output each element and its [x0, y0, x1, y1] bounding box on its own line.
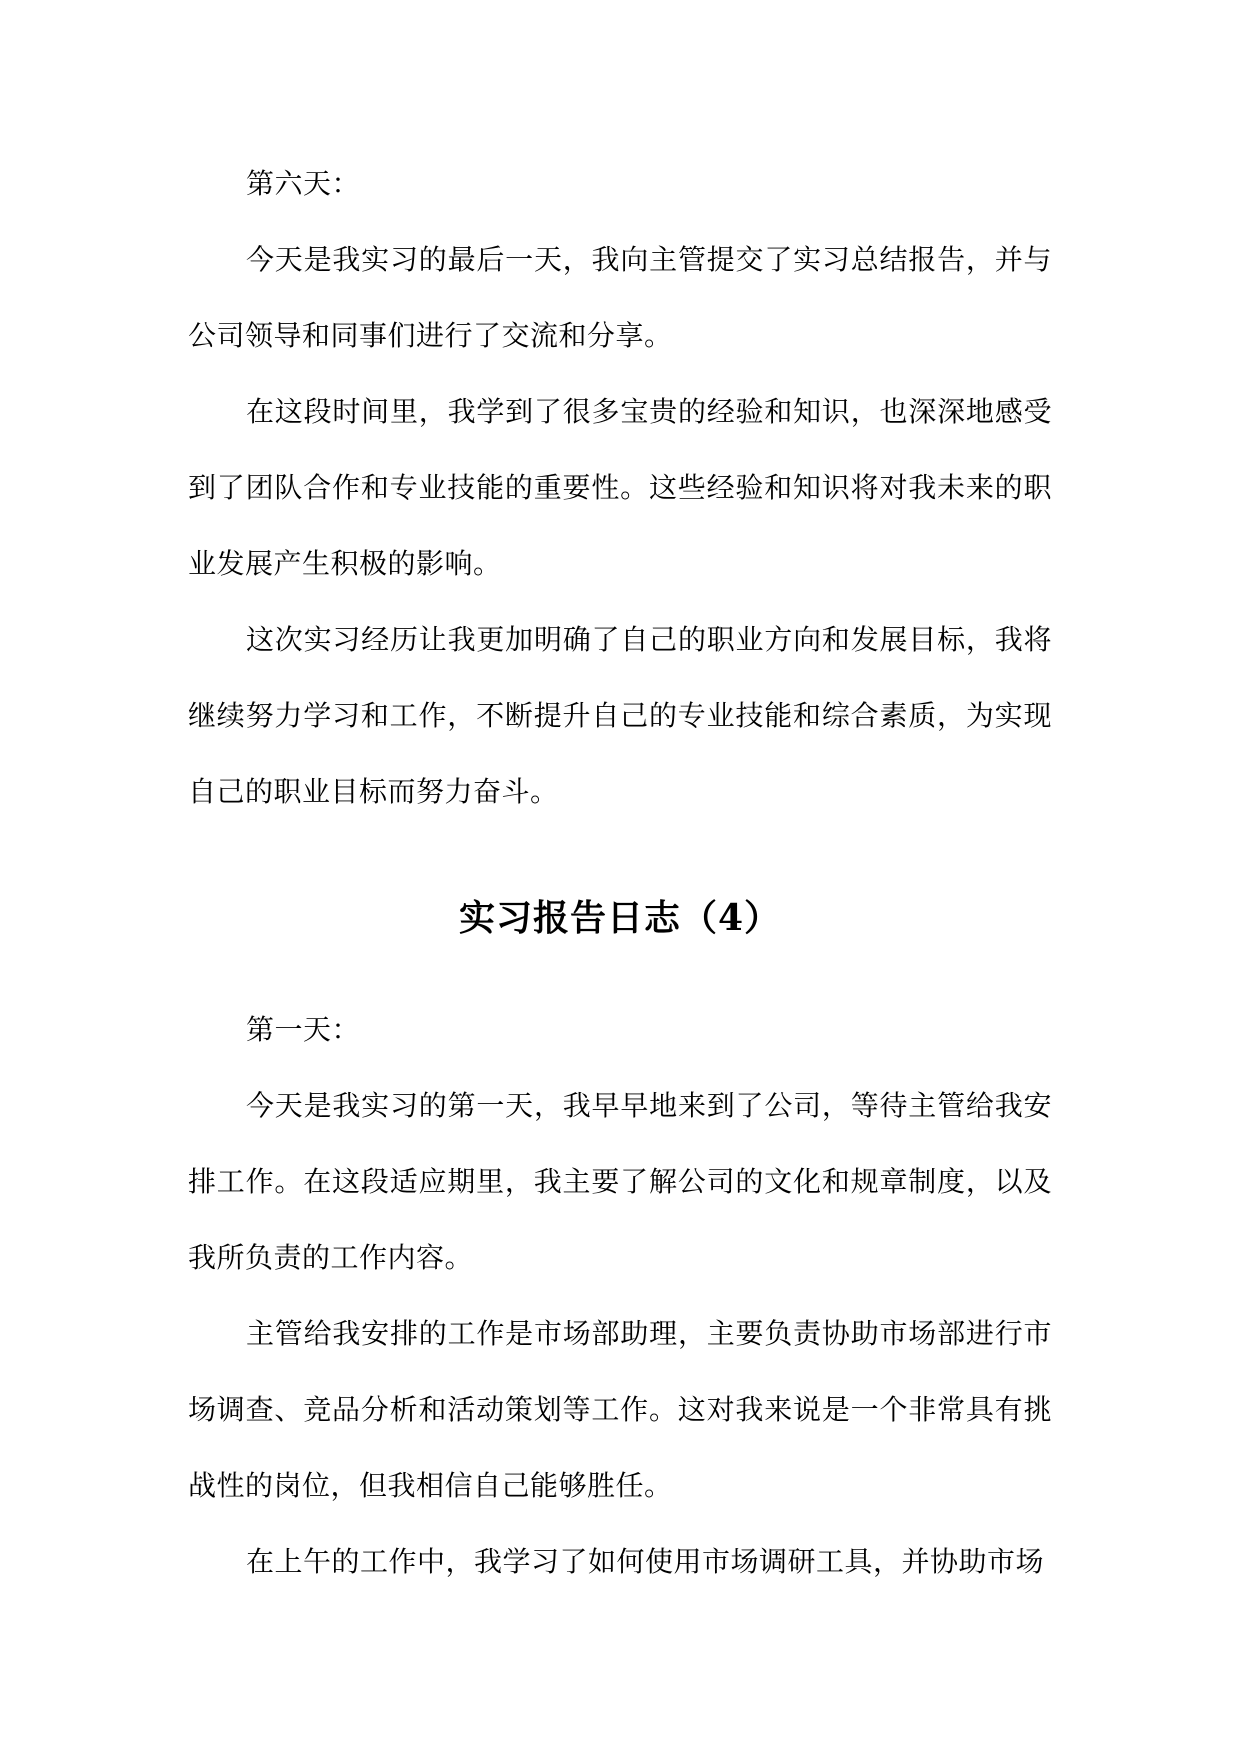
paragraph: 在这段时间里，我学到了很多宝贵的经验和知识，也深深地感受到了团队合作和专业技能的重要性。这些经验和知识将对我未来的职业发展产生积极的影响。 [188, 395, 1052, 580]
section-heading-wrap [188, 830, 1052, 992]
day-six-label: 第六天： [246, 167, 361, 200]
paragraph: 今天是我实习的第一天，我早早地来到了公司，等待主管给我安排工作。在这段适应期里，我主要了解公司的文化和规章制度，以及我所负责的工作内容。 [188, 1089, 1052, 1274]
paragraph: 在上午的工作中，我学习了如何使用市场调研工具，并协助市场 [246, 1545, 1045, 1578]
paragraph: 主管给我安排的工作是市场部助理，主要负责协助市场部进行市场调查、竞品分析和活动策划等工作。这对我来说是一个非常具有挑战性的岗位，但我相信自己能够胜任。 [188, 1317, 1052, 1502]
document-content [188, 146, 1052, 1600]
day-one-label: 第一天： [246, 1013, 361, 1046]
section-heading: 实习报告日志（4） [458, 897, 782, 939]
paragraph: 这次实习经历让我更加明确了自己的职业方向和发展目标，我将继续努力学习和工作，不断提升自己的专业技能和综合素质，为实现自己的职业目标而努力奋斗。 [188, 623, 1052, 808]
paragraph: 今天是我实习的最后一天，我向主管提交了实习总结报告，并与公司领导和同事们进行了交流和分享。 [188, 243, 1052, 352]
